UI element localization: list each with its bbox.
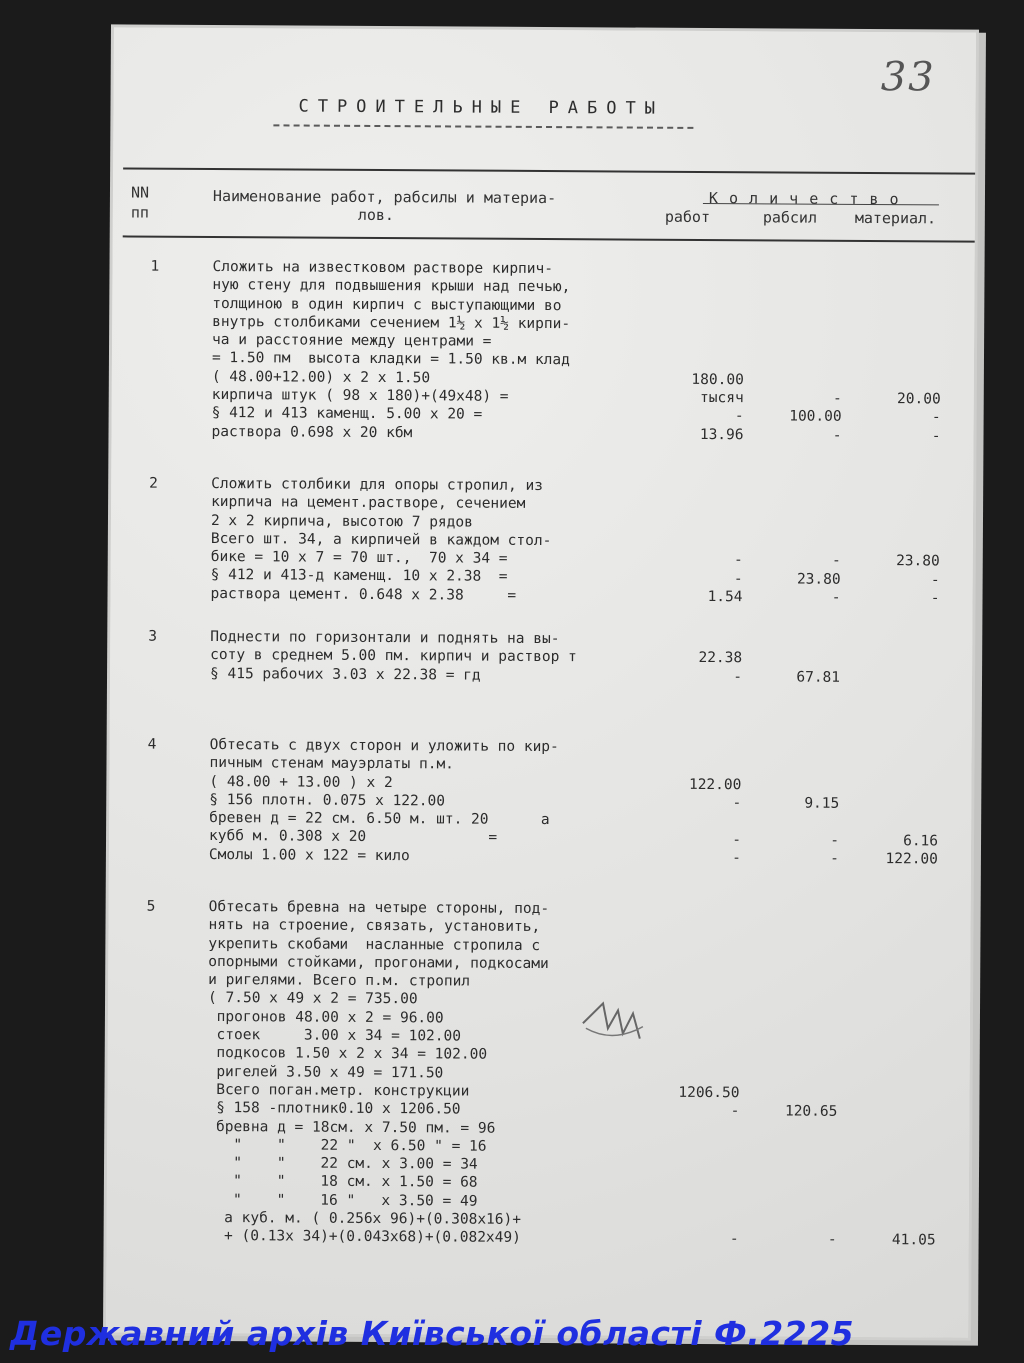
description-line: § 412 и 413-д каменщ. 10 x 2.38 = — [210, 567, 508, 586]
item-number: 5 — [146, 898, 156, 915]
description-line: 2 x 2 кирпича, высотою 7 рядов — [210, 512, 473, 531]
value-material: 41.05 — [891, 1232, 936, 1249]
description-line: Смолы 1.00 x 122 = кило — [208, 846, 410, 864]
description-line: бревна д = 18см. x 7.50 пм. = 96 — [207, 1118, 496, 1137]
value-works: - — [732, 795, 742, 812]
description-line: кирпича на цемент.растворе, сечением — [211, 494, 526, 513]
value-labor: 23.80 — [796, 571, 841, 588]
description-line: и ригелями. Всего п.м. стропил — [208, 972, 471, 990]
description-line: Обтесать бревна на четыре стороны, под- — [208, 898, 550, 918]
value-works: 180.00 — [691, 371, 744, 389]
description-line: стоек 3.00 x 34 = 102.00 — [207, 1027, 462, 1045]
work-item — [110, 735, 972, 868]
header-name-line2: лов. — [357, 205, 395, 225]
description-line: внутрь столбиками сечением 1½ x 1½ кирпи- — [212, 313, 571, 333]
description-line: Сложить на известковом растворе кирпич- — [212, 258, 554, 278]
description-line: " " 16 " x 3.50 = 49 — [206, 1191, 478, 1210]
handwritten-mark-icon — [578, 998, 648, 1048]
description-line: Всего поган.метр. конструкции — [207, 1081, 470, 1100]
table-top-rule — [123, 167, 975, 174]
value-labor: - — [832, 427, 842, 444]
work-item — [111, 474, 973, 607]
value-labor: 100.00 — [789, 408, 842, 426]
work-item — [113, 257, 975, 445]
value-material: - — [931, 428, 941, 445]
value-labor: - — [827, 1232, 837, 1249]
description-line: ( 48.00+12.00) x 2 x 1.50 — [211, 368, 431, 387]
page-title: СТРОИТЕЛЬНЫЕ РАБОТЫ — [298, 96, 665, 119]
description-line: Всего шт. 34, а кирпичей в каждом стол- — [210, 530, 552, 549]
item-description — [207, 898, 669, 1248]
item-description — [211, 258, 672, 444]
description-line: Сложить столбики для опоры стропил, из — [211, 475, 543, 495]
description-line: а куб. м. ( 0.256x 96)+(0.308x16)+ — [206, 1210, 522, 1228]
description-line: пичным стенам мауэрлаты п.м. — [209, 755, 454, 773]
page-number: 33 — [880, 54, 936, 101]
description-line: прогонов 48.00 x 2 = 96.00 — [207, 1008, 444, 1027]
header-works: работ — [664, 207, 711, 227]
value-works: 122.00 — [688, 776, 742, 793]
value-material: - — [930, 571, 940, 588]
title-underline — [273, 124, 693, 129]
value-works: 22.38 — [698, 650, 743, 667]
description-line: § 415 рабочих 3.03 x 22.38 = гд — [209, 665, 481, 684]
item-description — [210, 475, 671, 606]
description-line: опорными стойками, прогонами, подкосами — [208, 953, 549, 972]
value-material: 20.00 — [897, 391, 941, 408]
header-labor: рабсил — [762, 208, 818, 227]
description-line: кубб м. 0.308 x 20 = — [209, 828, 498, 847]
description-line: кирпича штук ( 98 x 180)+(49x48) = — [211, 387, 509, 405]
value-labor: 120.65 — [784, 1103, 838, 1121]
description-line: ча и расстояние между центрами = — [212, 332, 492, 350]
value-works: тысяч — [700, 390, 744, 407]
value-labor: - — [832, 390, 842, 407]
value-labor: - — [830, 850, 839, 867]
description-line: = 1.50 пм высота кладки = 1.50 кв.м клад — [211, 350, 570, 369]
description-line: ( 48.00 + 13.00 ) x 2 — [209, 773, 393, 791]
work-item — [109, 897, 971, 1249]
item-description — [210, 628, 670, 686]
value-material: 122.00 — [885, 850, 938, 868]
archive-watermark: Державний архів Київської області Ф.2225 — [10, 1314, 855, 1353]
value-material: 23.80 — [896, 553, 940, 570]
value-works: - — [732, 831, 742, 848]
description-line: ригелей 3.50 x 49 = 171.50 — [207, 1063, 444, 1082]
value-material: - — [931, 409, 941, 426]
description-line: § 412 и 413 каменщ. 5.00 x 20 = — [211, 405, 483, 424]
item-number: 2 — [149, 475, 158, 492]
description-line: укрепить скобами насланные стропила с — [208, 935, 541, 954]
description-line: нять на строение, связать, установить, — [208, 917, 541, 936]
value-works: - — [733, 570, 743, 587]
item-description — [209, 736, 670, 867]
value-works: 13.96 — [699, 426, 744, 443]
description-line: + (0.13x 34)+(0.043x68)+(0.082x49) — [206, 1228, 521, 1247]
value-works: - — [733, 668, 743, 685]
header-material: материал. — [854, 208, 937, 228]
item-number: 3 — [148, 628, 158, 645]
table-header-rule — [123, 235, 975, 242]
header-number-col: NN пп — [130, 183, 150, 222]
description-line: ную стену для подвышения крыши над печью, — [212, 277, 571, 296]
value-material: - — [930, 590, 940, 607]
description-line: бревен д = 22 см. 6.50 м. шт. 20 а — [209, 810, 550, 829]
value-works: - — [732, 849, 741, 867]
description-line: Обтесать с двух сторон и уложить по кир- — [209, 736, 559, 756]
description-line: Поднести по горизонтали и поднять на вы- — [210, 628, 560, 648]
value-labor: 9.15 — [804, 795, 840, 812]
value-material: 6.16 — [903, 832, 939, 849]
value-works: 1206.50 — [678, 1084, 740, 1102]
value-labor: 67.81 — [796, 669, 841, 686]
value-works: - — [734, 408, 744, 425]
value-works: - — [733, 552, 743, 569]
description-line: подкосов 1.50 x 2 x 34 = 102.00 — [207, 1045, 488, 1064]
item-number: 4 — [147, 736, 157, 753]
value-labor: - — [830, 832, 840, 849]
description-line: бике = 10 x 7 = 70 шт., 70 x 34 = — [210, 549, 508, 567]
description-line: § 156 плотн. 0.075 x 122.00 — [209, 791, 446, 810]
value-works: - — [730, 1103, 740, 1120]
header-quantity-title: К о л и ч е с т в о — [708, 189, 900, 209]
description-line: раствора цемент. 0.648 x 2.38 = — [210, 585, 517, 604]
work-item — [110, 627, 972, 686]
item-number: 1 — [150, 258, 160, 275]
header-name-line1: Наименование работ, рабсилы и материа- — [212, 186, 557, 208]
value-labor: - — [831, 552, 841, 570]
description-line: § 158 -плотник0.10 x 1206.50 — [207, 1100, 461, 1118]
value-works: - — [729, 1231, 739, 1248]
value-labor: - — [831, 589, 841, 606]
description-line: " " 22 " x 6.50 " = 16 — [207, 1136, 487, 1155]
document-page — [106, 27, 976, 1337]
value-works: 1.54 — [707, 588, 743, 606]
description-line: толщиною в один кирпич с выступающими во — [212, 295, 562, 314]
description-line: раствора 0.698 x 20 кбм — [211, 423, 413, 441]
description-line: соту в среднем 5.00 пм. кирпич и раствор т — [210, 647, 577, 666]
description-line: ( 7.50 x 49 x 2 = 735.00 — [208, 990, 418, 1008]
description-line: " " 18 см. x 1.50 = 68 — [206, 1173, 478, 1192]
description-line: " " 22 см. x 3.00 = 34 — [207, 1155, 478, 1173]
